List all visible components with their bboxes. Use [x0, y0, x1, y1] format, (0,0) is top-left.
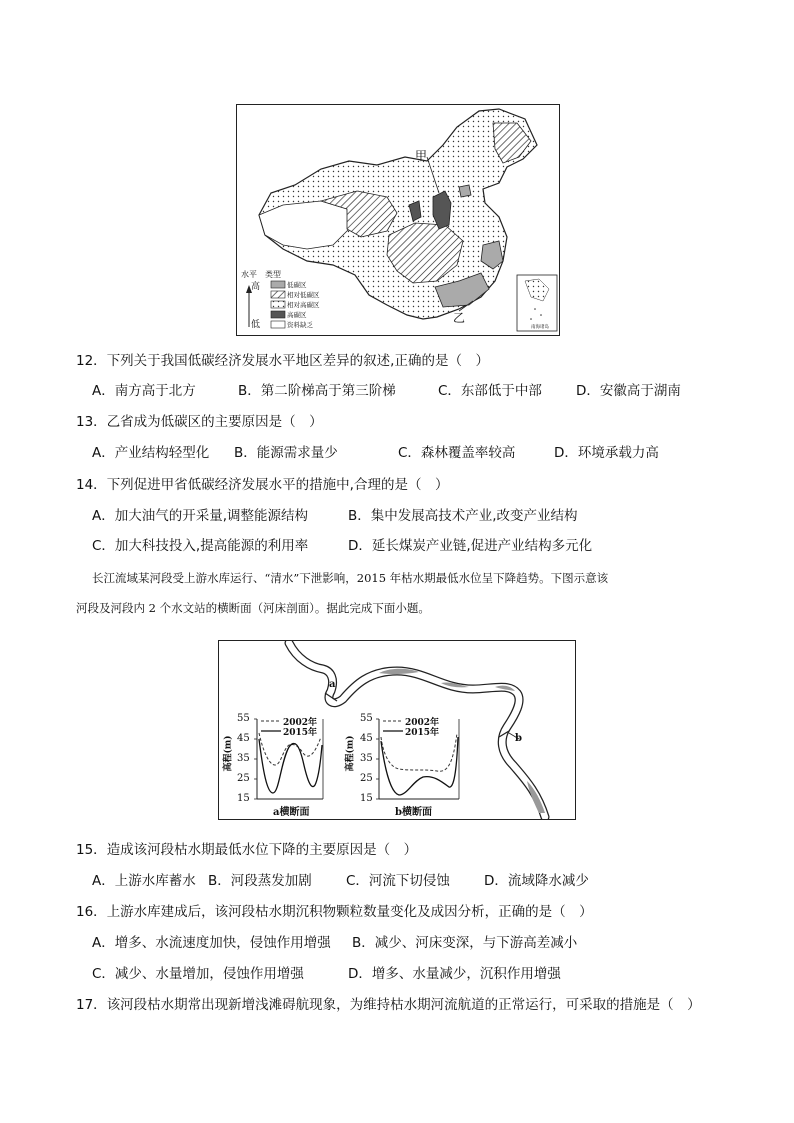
panel-b-legend-2002: 2002年	[405, 718, 440, 728]
question-13-option-c[interactable]: C．森林覆盖率较高	[398, 445, 516, 461]
inset-caption: 南海诸岛	[531, 325, 549, 330]
legend-item-high-carbon: 高碳区	[287, 311, 307, 319]
panel-b-caption: b横断面	[395, 807, 432, 818]
question-14-option-c[interactable]: C．加大科技投入,提高能源的利用率	[92, 538, 309, 554]
question-text: 造成该河段枯水期最低水位下降的主要原因是（ ）	[106, 842, 418, 858]
panel-b-2002-line	[381, 733, 457, 771]
station-a-label: a	[329, 679, 336, 690]
legend-item-relative-high: 相对高碳区	[287, 301, 320, 309]
legend-item-no-data: 资料缺乏	[287, 321, 313, 329]
question-16-option-c[interactable]: C．减少、水量增加，侵蚀作用增强	[92, 966, 304, 982]
question-13-option-a[interactable]: A．产业结构轻型化	[92, 445, 210, 461]
panel-a-tick-45: 45	[237, 733, 250, 744]
question-13-option-d[interactable]: D．环境承载力高	[554, 445, 659, 461]
question-14-option-a[interactable]: A．加大油气的开采量,调整能源结构	[92, 508, 309, 524]
question-text: 该河段枯水期常出现新增浅滩碍航现象，为维持枯水期河流航道的正常运行，可采取的措施是（ ）	[106, 997, 701, 1013]
panel-b-tick-25: 25	[360, 773, 373, 784]
question-number: 17．	[76, 997, 107, 1013]
map-label-jia: 甲	[415, 149, 428, 163]
panel-b-tick-35: 35	[360, 753, 373, 764]
legend-high: 高	[251, 282, 261, 292]
question-16-option-b[interactable]: B．减少、河床变深，与下游高差减小	[352, 935, 578, 951]
panel-b-tick-15: 15	[360, 793, 373, 804]
question-15-option-a[interactable]: A．上游水库蓄水	[92, 873, 196, 889]
question-number: 12．	[76, 353, 107, 369]
question-15-option-c[interactable]: C．河流下切侵蚀	[346, 873, 450, 889]
question-16-option-a[interactable]: A．增多、水流速度加快，侵蚀作用增强	[92, 935, 331, 951]
question-number: 15．	[76, 842, 107, 858]
question-15-stem	[76, 841, 417, 859]
question-12-option-a[interactable]: A．南方高于北方	[92, 383, 196, 399]
question-number: 14．	[76, 477, 107, 493]
legend-low: 低	[251, 320, 261, 330]
question-text: 乙省成为低碳区的主要原因是（ ）	[106, 414, 323, 430]
question-12-option-d[interactable]: D．安徽高于湖南	[576, 383, 681, 399]
legend-title-level: 水平	[241, 270, 257, 279]
question-16-stem	[76, 903, 593, 921]
question-text: 下列关于我国低碳经济发展水平地区差异的叙述,正确的是（ ）	[106, 353, 489, 369]
panel-a-tick-35: 35	[237, 753, 250, 764]
station-b-label: b	[515, 733, 522, 744]
legend-item-low-carbon: 低碳区	[287, 281, 307, 289]
question-12-stem	[76, 352, 489, 370]
panel-a-y-label: 高程(m)	[223, 735, 234, 772]
china-low-carbon-map	[236, 104, 560, 336]
beijing-region	[459, 185, 471, 197]
question-text: 上游水库建成后，该河段枯水期沉积物颗粒数量变化及成因分析，正确的是（ ）	[106, 904, 593, 920]
panel-b-legend-2015: 2015年	[405, 728, 440, 738]
panel-a-tick-25: 25	[237, 773, 250, 784]
question-14-option-d[interactable]: D．延长煤炭产业链,促进产业结构多元化	[348, 538, 593, 554]
panel-a-caption: a横断面	[273, 807, 310, 818]
panel-b-tick-45: 45	[360, 733, 373, 744]
question-17-stem	[76, 996, 701, 1014]
question-number: 16．	[76, 904, 107, 920]
map-svg	[237, 105, 559, 335]
legend-title-type: 类型	[265, 270, 281, 279]
sand-bar	[527, 781, 545, 813]
question-12-option-b[interactable]: B．第二阶梯高于第三阶梯	[238, 383, 396, 399]
map-label-yi: 乙	[453, 311, 466, 325]
panel-a-tick-15: 15	[237, 793, 250, 804]
panel-a-tick-55: 55	[237, 713, 250, 724]
question-14-stem	[76, 476, 448, 494]
passage-line-2: 河段及河段内 2 个水文站的横断面（河床剖面）。据此完成下面小题。	[76, 601, 430, 615]
question-14-option-b[interactable]: B．集中发展高技术产业,改变产业结构	[348, 508, 578, 524]
legend-item-relative-low: 相对低碳区	[287, 291, 320, 299]
panel-a-2015-line	[259, 739, 322, 793]
question-12-option-c[interactable]: C．东部低于中部	[438, 383, 542, 399]
question-text: 下列促进甲省低碳经济发展水平的措施中,合理的是（ ）	[106, 477, 449, 493]
question-13-option-b[interactable]: B．能源需求量少	[234, 445, 338, 461]
panel-b-tick-55: 55	[360, 713, 373, 724]
question-16-option-d[interactable]: D．增多、水量减少，沉积作用增强	[348, 966, 561, 982]
panel-b-y-label: 高程(m)	[345, 735, 356, 772]
question-15-option-b[interactable]: B．河段蒸发加剧	[208, 873, 312, 889]
panel-a-legend-2015: 2015年	[283, 728, 318, 738]
question-number: 13．	[76, 414, 107, 430]
river-section-figure	[218, 640, 576, 820]
river-svg	[219, 641, 575, 819]
passage-line-1: 长江流域某河段受上游水库运行、“清水”下泄影响，2015 年枯水期最低水位呈下降趋势。下图示意该	[92, 571, 609, 585]
question-13-stem	[76, 413, 323, 431]
question-15-option-d[interactable]: D．流域降水减少	[484, 873, 589, 889]
panel-a-legend-2002: 2002年	[283, 718, 318, 728]
